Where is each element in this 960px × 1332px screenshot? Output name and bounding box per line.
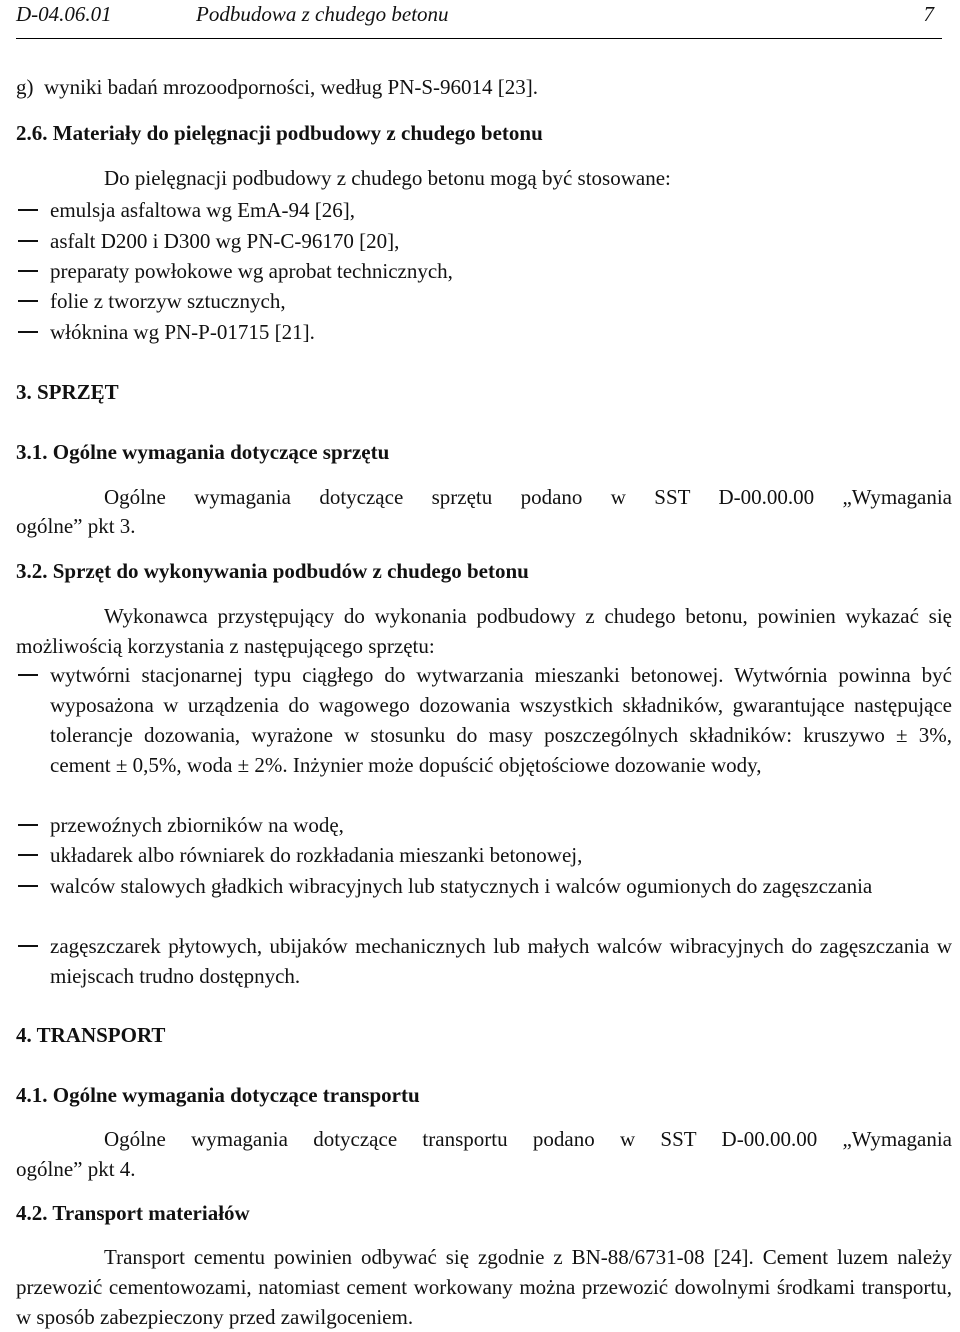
section-4-1-heading: 4.1. Ogólne wymagania dotyczące transportu <box>16 1083 420 1107</box>
list-item: walców stalowych gładkich wibracyjnych lub statycznych i walców ogumionych do zagęszczania <box>16 871 952 901</box>
dash-bullet-icon <box>18 945 38 947</box>
document-title: Podbudowa z chudego betonu <box>196 2 449 26</box>
list-item-g: g) wyniki badań mrozoodporności, według PN-S-96014 [23]. <box>16 75 539 99</box>
section-4-heading: 4. TRANSPORT <box>16 1023 166 1047</box>
dash-bullet-icon <box>18 240 38 242</box>
page-header <box>16 0 942 39</box>
list-item: preparaty powłokowe wg aprobat technicznych, <box>16 256 952 286</box>
list-item: układarek albo równiarek do rozkładania mieszanki betonowej, <box>16 840 952 870</box>
section-3-1-text-line1: Ogólne wymagania dotyczące sprzętu podano w SST D-00.00.00 „Wymagania <box>104 485 952 509</box>
section-2-6-intro: Do pielęgnacji podbudowy z chudego betonu mogą być stosowane: <box>104 166 671 190</box>
section-3-2-intro: Wykonawca przystępujący do wykonania podbudowy z chudego betonu, powinien wykazać się możliwością korzystania z następującego sprzętu: <box>16 604 952 658</box>
list-item: wytwórni stacjonarnej typu ciągłego do wytwarzania mieszanki betonowej. Wytwórnia powinna być wyposażona w urządzenia do wagowego dozowania wszystkich składników, gwarantujące następujące tolerancje dozowania, wyrażone w stosunku do masy poszczególnych składników: kruszywo ± 3%, cement ± 0,5%, woda ± 2%. Inżynier może dopuścić objętościowe dozowanie wody, <box>16 660 952 780</box>
list-item: emulsja asfaltowa wg EmA-94 [26], <box>16 195 952 225</box>
list-item: zagęszczarek płytowych, ubijaków mechanicznych lub małych walców wibracyjnych do zagęszczania w miejscach trudno dostępnych. <box>16 931 952 991</box>
dash-bullet-icon <box>18 824 38 826</box>
section-4-1-text-line1: Ogólne wymagania dotyczące transportu podano w SST D-00.00.00 „Wymagania <box>104 1127 952 1151</box>
list-item: folie z tworzyw sztucznych, <box>16 286 952 316</box>
section-3-heading: 3. SPRZĘT <box>16 380 119 404</box>
list-item: włóknina wg PN-P-01715 [21]. <box>16 317 952 347</box>
section-4-2-text: Transport cementu powinien odbywać się zgodnie z BN-88/6731-08 [24]. Cement luzem należy przewozić cementowozami, natomiast cement workowany można przewozić dowolnymi środkami transportu, w sposób zabezpieczony przed zawilgoceniem. <box>16 1245 952 1329</box>
section-2-6-heading: 2.6. Materiały do pielęgnacji podbudowy z chudego betonu <box>16 121 543 145</box>
dash-bullet-icon <box>18 331 38 333</box>
section-4-2-heading: 4.2. Transport materiałów <box>16 1201 250 1225</box>
dash-bullet-icon <box>18 674 38 676</box>
section-3-1-heading: 3.1. Ogólne wymagania dotyczące sprzętu <box>16 440 390 464</box>
dash-bullet-icon <box>18 209 38 211</box>
section-3-1-text-line2: ogólne” pkt 3. <box>16 514 136 538</box>
dash-bullet-icon <box>18 300 38 302</box>
document-code: D-04.06.01 <box>16 2 112 26</box>
dash-bullet-icon <box>18 270 38 272</box>
section-4-1-text-line2: ogólne” pkt 4. <box>16 1157 136 1181</box>
section-3-2-heading: 3.2. Sprzęt do wykonywania podbudów z chudego betonu <box>16 559 529 583</box>
page-number: 7 <box>923 2 934 26</box>
list-item: przewoźnych zbiorników na wodę, <box>16 810 952 840</box>
dash-bullet-icon <box>18 854 38 856</box>
list-item: asfalt D200 i D300 wg PN-C-96170 [20], <box>16 226 952 256</box>
dash-bullet-icon <box>18 885 38 887</box>
